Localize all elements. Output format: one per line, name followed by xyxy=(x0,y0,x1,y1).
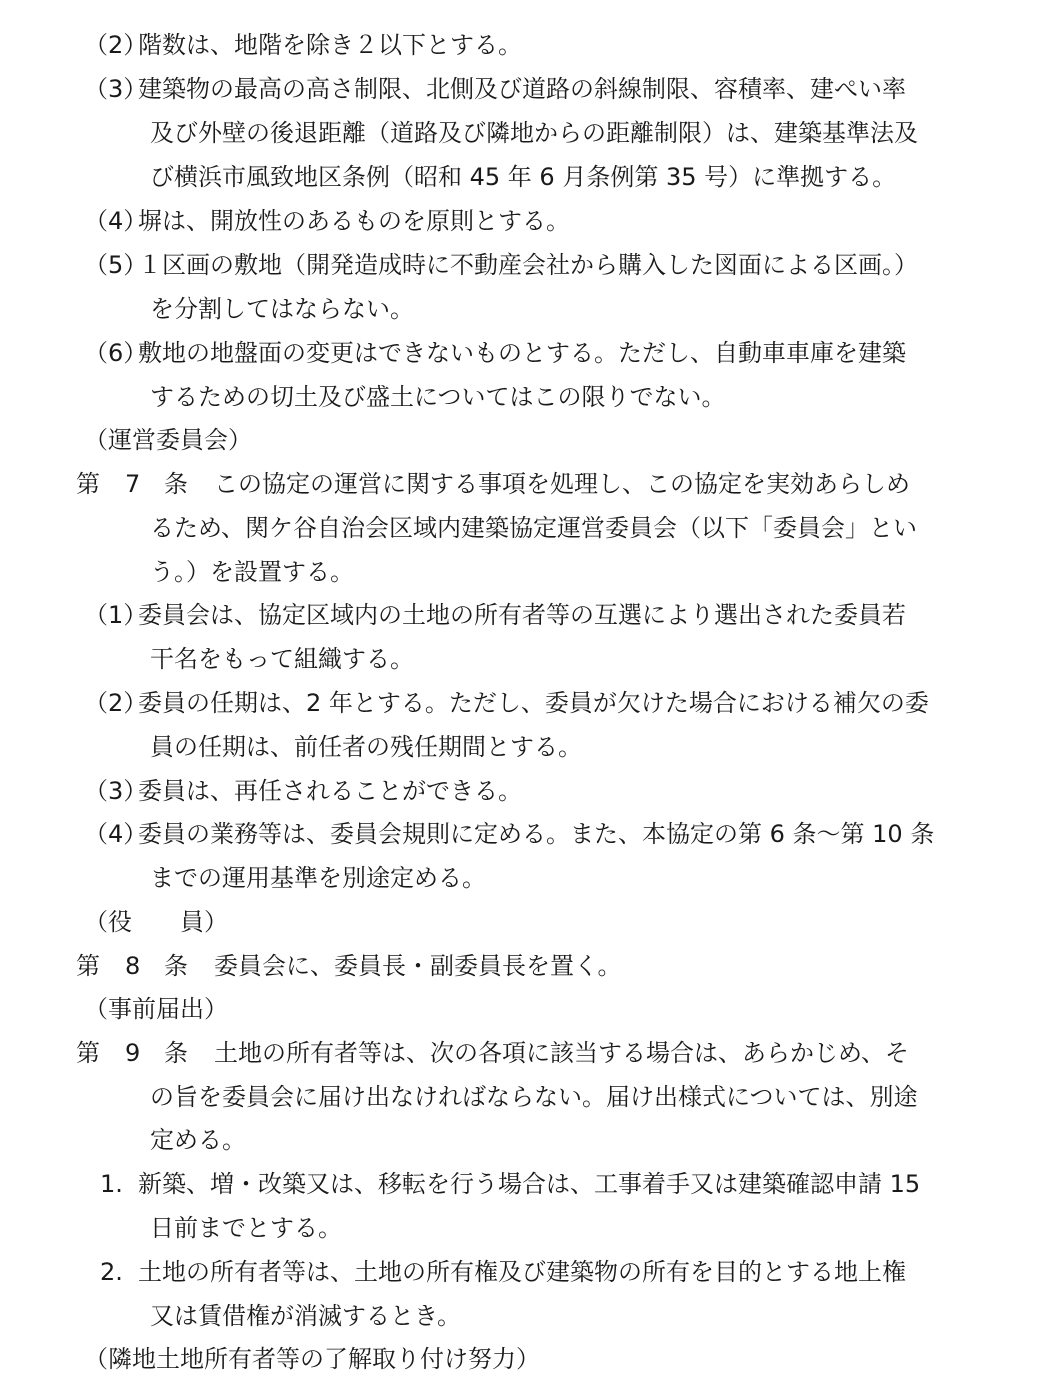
item-line: 委員会は、協定区域内の土地の所有者等の互選により選出された委員若 xyxy=(138,601,906,629)
item-line: 委員の業務等は、委員会規則に定める。また、本協定の第 6 条～第 10 条 xyxy=(138,820,935,848)
article-label-dai: 第 xyxy=(76,952,100,980)
article-line: 定める。 xyxy=(150,1126,246,1154)
item-number: （3） xyxy=(84,777,148,805)
article-label-number: 7 xyxy=(125,470,141,498)
item-line: 干名をもって組織する。 xyxy=(150,645,414,673)
item-number: 1. xyxy=(100,1170,123,1198)
section-heading: （隣地土地所有者等の了解取り付け努力） xyxy=(84,1345,540,1373)
article-label-number: 9 xyxy=(125,1039,141,1067)
article-line: の旨を委員会に届け出なければならない。届け出様式については、別途 xyxy=(150,1083,918,1111)
article-line: う。）を設置する。 xyxy=(150,558,354,586)
item-line: 敷地の地盤面の変更はできないものとする。ただし、自動車車庫を建築 xyxy=(138,339,906,367)
item-line: するための切土及び盛土についてはこの限りでない。 xyxy=(150,383,726,411)
item-number: （4） xyxy=(84,207,148,235)
item-line: 及び外壁の後退距離（道路及び隣地からの距離制限）は、建築基準法及 xyxy=(150,119,918,147)
item-number: （4） xyxy=(84,820,148,848)
section-heading: （運営委員会） xyxy=(84,426,252,454)
item-number: （2） xyxy=(84,31,148,59)
item-line: １区画の敷地（開発造成時に不動産会社から購入した図面による区画。） xyxy=(138,251,918,279)
item-line: 委員の任期は、2 年とする。ただし、委員が欠けた場合における補欠の委 xyxy=(138,689,929,717)
article-line: この協定の運営に関する事項を処理し、この協定を実効あらしめ xyxy=(214,470,910,498)
item-number: （1） xyxy=(84,601,148,629)
article-label-dai: 第 xyxy=(76,1039,100,1067)
item-line: までの運用基準を別途定める。 xyxy=(150,864,486,892)
article-label-jo: 条 xyxy=(164,952,188,980)
item-line: 土地の所有者等は、土地の所有権及び建築物の所有を目的とする地上権 xyxy=(138,1258,906,1286)
section-heading: （役 員） xyxy=(84,908,228,936)
article-line: るため、関ケ谷自治会区域内建築協定運営委員会（以下「委員会」とい xyxy=(150,514,918,542)
section-heading: （事前届出） xyxy=(84,995,228,1023)
item-line: 又は賃借権が消滅するとき。 xyxy=(150,1302,462,1330)
article-label-jo: 条 xyxy=(164,470,188,498)
item-line: 日前までとする。 xyxy=(150,1214,342,1242)
item-line: 塀は、開放性のあるものを原則とする。 xyxy=(138,207,570,235)
article-line: 委員会に、委員長・副委員長を置く。 xyxy=(214,952,622,980)
item-number: 2. xyxy=(100,1258,123,1286)
item-line: び横浜市風致地区条例（昭和 45 年 6 月条例第 35 号）に準拠する。 xyxy=(150,163,897,191)
item-line: 階数は、地階を除き２以下とする。 xyxy=(138,31,522,59)
article-line: 土地の所有者等は、次の各項に該当する場合は、あらかじめ、そ xyxy=(214,1039,910,1067)
item-line: 委員は、再任されることができる。 xyxy=(138,777,522,805)
item-number: （6） xyxy=(84,339,148,367)
item-line: を分割してはならない。 xyxy=(150,295,414,323)
article-label-number: 8 xyxy=(125,952,141,980)
article-label-jo: 条 xyxy=(164,1039,188,1067)
item-number: （2） xyxy=(84,689,148,717)
item-line: 員の任期は、前任者の残任期間とする。 xyxy=(150,733,582,761)
item-line: 新築、増・改築又は、移転を行う場合は、工事着手又は建築確認申請 15 xyxy=(138,1170,921,1198)
article-label-dai: 第 xyxy=(76,470,100,498)
item-number: （3） xyxy=(84,75,148,103)
item-line: 建築物の最高の高さ制限、北側及び道路の斜線制限、容積率、建ぺい率 xyxy=(138,75,906,103)
item-number: （5） xyxy=(84,251,148,279)
